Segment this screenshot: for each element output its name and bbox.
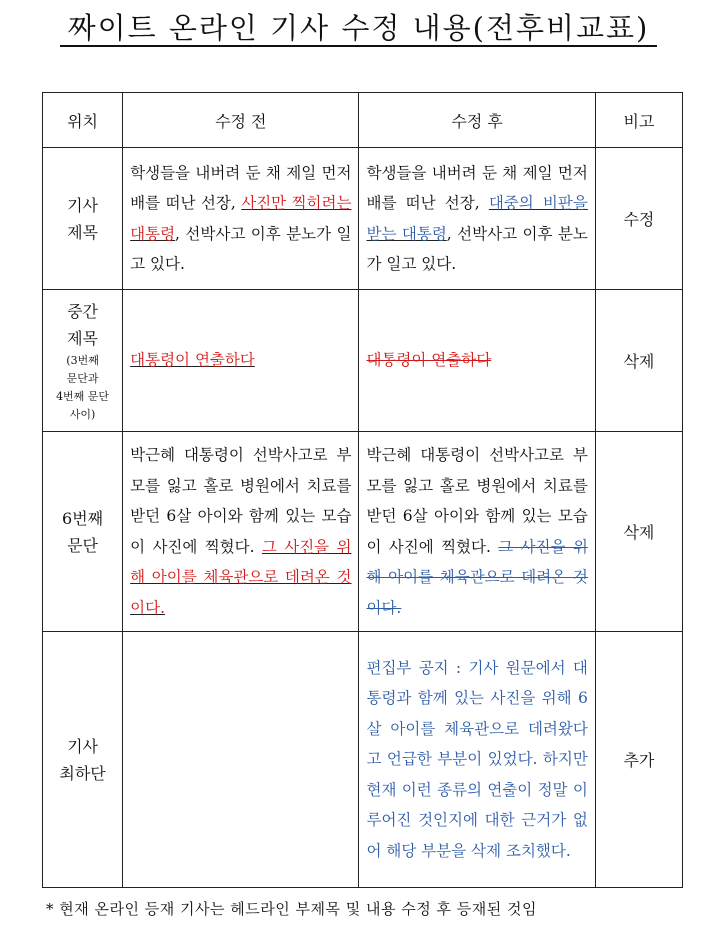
row-location: 중간 제목 (3번째 문단과 4번째 문단 사이) <box>43 290 123 432</box>
row-location: 기사 최하단 <box>43 632 123 888</box>
before-cell: 박근혜 대통령이 선박사고로 부모를 잃고 홀로 병원에서 치료를 받던 6살 아이와 함께 있는 모습이 사진에 찍혔다. 그 사진을 위해 아이를 체육관으로 데려온 것이다. <box>123 432 359 632</box>
table-header-row <box>43 93 683 148</box>
before-cell: 학생들을 내버려 둔 채 제일 먼저 배를 떠난 선장, 사진만 찍히려는 대통령, 선박사고 이후 분노가 일고 있다. <box>123 148 359 290</box>
row-note: 삭제 <box>595 432 682 632</box>
header-before: 수정 전 <box>123 93 359 148</box>
before-cell-empty <box>123 632 359 888</box>
table-row <box>43 432 683 632</box>
table-row <box>43 290 683 432</box>
row-location: 기사 제목 <box>43 148 123 290</box>
after-cell: 학생들을 내버려 둔 채 제일 먼저 배를 떠난 선장, 대중의 비판을 받는 대통령, 선박사고 이후 분노가 일고 있다. <box>359 148 595 290</box>
after-cell: 대통령이 연출하다 <box>359 290 595 432</box>
footnote: * 현재 온라인 등재 기사는 헤드라인 부제목 및 내용 수정 후 등재된 것임 <box>46 900 537 918</box>
header-location: 위치 <box>43 93 123 148</box>
header-note: 비고 <box>595 93 682 148</box>
header-after: 수정 후 <box>359 93 595 148</box>
row-location: 6번째 문단 <box>43 432 123 632</box>
row-note: 추가 <box>595 632 682 888</box>
row-note: 수정 <box>595 148 682 290</box>
page-title: 짜이트 온라인 기사 수정 내용(전후비교표) <box>0 6 717 50</box>
after-cell: 박근혜 대통령이 선박사고로 부모를 잃고 홀로 병원에서 치료를 받던 6살 아이와 함께 있는 모습이 사진에 찍혔다. 그 사진을 위해 아이를 체육관으로 데려온 것이다. <box>359 432 595 632</box>
table-row <box>43 148 683 290</box>
table-row <box>43 632 683 888</box>
comparison-table <box>42 92 683 888</box>
after-cell: 편집부 공지 : 기사 원문에서 대통령과 함께 있는 사진을 위해 6살 아이를 체육관으로 데려왔다고 언급한 부분이 있었다. 하지만 현재 이런 종류의 연출이 정말 이루어진 것인지에 대한 근거가 없어 해당 부분을 삭제 조치했다. <box>359 632 595 888</box>
before-cell: 대통령이 연출하다 <box>123 290 359 432</box>
row-note: 삭제 <box>595 290 682 432</box>
